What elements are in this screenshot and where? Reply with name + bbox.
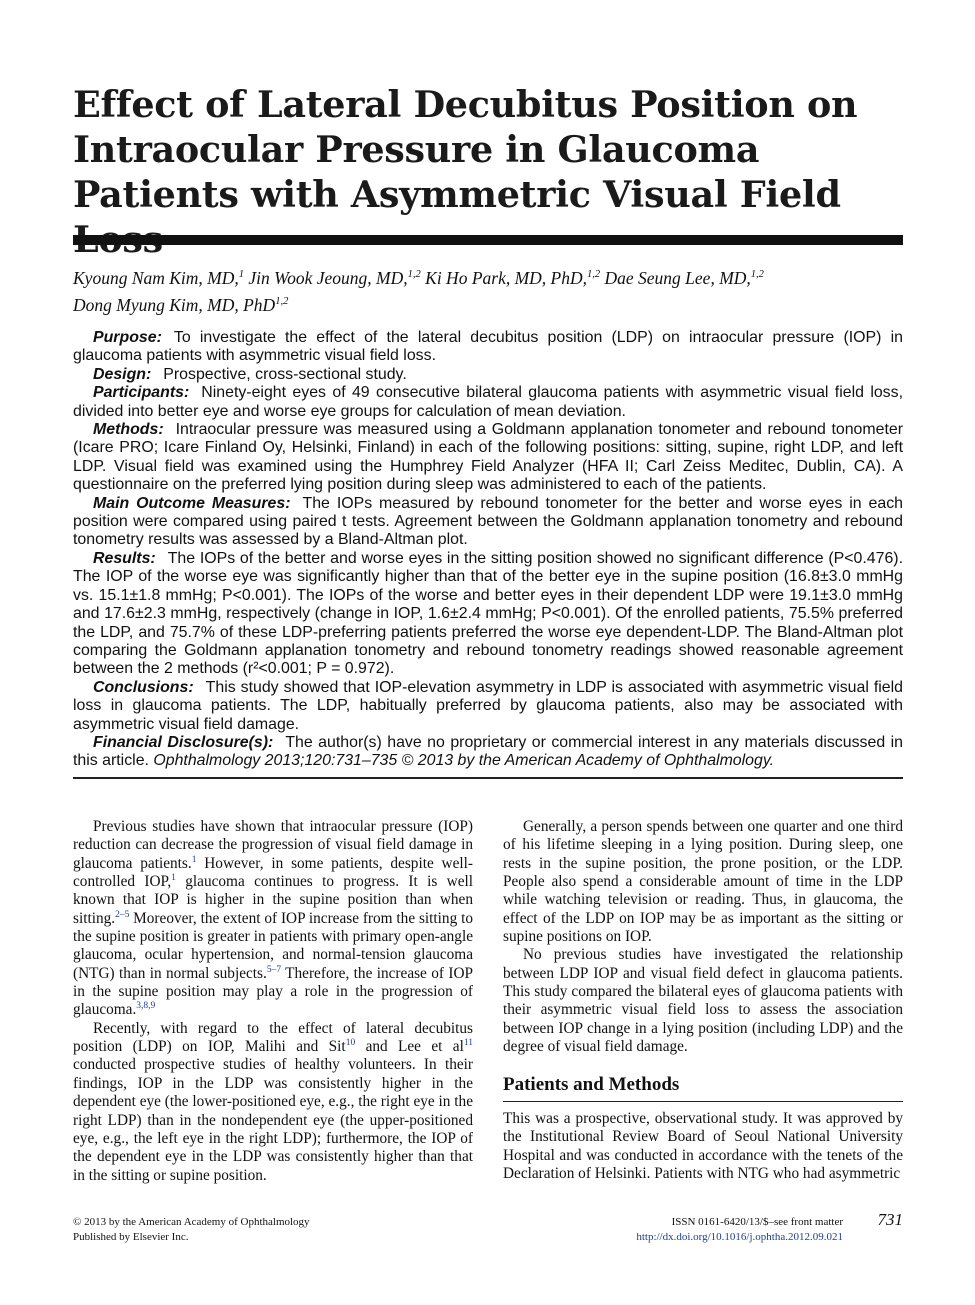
abstract-rule (73, 777, 903, 779)
citation-ref[interactable]: 10 (345, 1038, 356, 1049)
intro-paragraph-3: Generally, a person spends between one quarter and one third of his lifetime sleeping in a lying position. During sleep, one rests in the supine position, the prone position, or the LDP. People also spend a considerable amount of time in the LDP while watching television or reading. Thus, in glaucoma, the effect of the LDP on IOP may be as important as the sitting or supine positions on IOP. (503, 818, 903, 946)
author: Dong Myung Kim, MD, PhD$^{1,2}$ (73, 294, 289, 315)
methods-paragraph-1: This was a prospective, observational study. It was approved by the Institutional Review Board of Seoul National University Hospital and was conducted in accordance with the tenets of the Declaration of Helsinki. Patients with NTG who had asymmetric (503, 1109, 903, 1182)
author: Kyoung Nam Kim, MD,$^1$ (73, 267, 245, 288)
abstract-financial: Financial Disclosure(s): The author(s) have no proprietary or commercial interest in any materials discussed in this article. Ophthalmology 2013;120:731–735 © 2013 by the American Academy of Ophthalmology. (73, 733, 903, 770)
abstract-participants: Participants: Ninety-eight eyes of 49 consecutive bilateral glaucoma patients with asymmetric visual field loss, divided into better eye and worse eye groups for calculation of mean deviation. (73, 384, 903, 420)
journal-citation: Ophthalmology 2013;120:731–735 © 2013 by the American Academy of Ophthalmology. (153, 752, 775, 770)
author: Ki Ho Park, MD, PhD,$^{1,2}$ (425, 267, 601, 288)
issn: ISSN 0161-6420/13/$–see front matter (671, 1216, 843, 1228)
abstract-design: Design: Prospective, cross-sectional study. (93, 365, 407, 383)
citation-ref[interactable]: 11 (463, 1038, 473, 1049)
doi-link[interactable]: http://dx.doi.org/10.1016/j.ophtha.2012.09.021 (636, 1231, 843, 1243)
citation-ref[interactable]: 1 (191, 854, 197, 865)
abstract-main-outcome: Main Outcome Measures: The IOPs measured by rebound tonometer for the better and worse eyes in each position were compared using paired t tests. Agreement between the Goldmann applanation tonometry and rebound tonometry results was assessed by a Bland-Altman plot. (73, 494, 903, 549)
article-title: Effect of Lateral Decubitus Position on Intraocular Pressure in Glaucoma Patients with Asymmetric Visual Field (73, 83, 858, 216)
body-column-left (73, 818, 473, 1185)
citation-ref[interactable]: 5–7 (266, 964, 282, 975)
copyright-notice: © 2013 by the American Academy of Ophthalmology (73, 1216, 310, 1228)
citation-ref[interactable]: 3,8,9 (136, 1001, 156, 1012)
abstract-results: Results: The IOPs of the better and worse eyes in the sitting position showed no significant difference (P<0.476). The IOP of the worse eye was significantly higher than that of the better eye in the supine position (16.8±3.0 mmHg vs. 15.1±1.8 mmHg; P<0.001). The IOPs of the worse and better eyes in their dependent LDP were 19.1±3.0 mmHg and 17.6±2.3 mmHg, respectively (change in IOP, 1.6±2.4 mmHg; P<0.001). Of the enrolled patients, 75.5% preferred the LDP, and 75.7% of these LDP-preferring patients preferred the worse eye dependent-LDP. The Bland-Altman plot comparing the Goldmann applanation tonometry and rebound tonometry readings showed reasonable agreement between the 2 methods (r²<0.001; P = 0.972). (73, 549, 903, 678)
intro-paragraph-4: No previous studies have investigated the relationship between LDP IOP and visual field defect in glaucoma patients. This study compared the bilateral eyes of glaucoma patients with their asymmetric visual field loss to assess the association between IOP change in a lying position (including LDP) and the degree of visual field damage. (503, 946, 903, 1056)
abstract-methods: Methods: Intraocular pressure was measured using a Goldmann applanation tonometer and rebound tonometer (Icare PRO; Icare Finland Oy, Helsinki, Finland) in each of the following positions: sitting, supine, right LDP, and left LDP. Visual field was examined using the Humphrey Field Analyzer (HFA II; Carl Zeiss Meditec, Dublin, CA). A questionnaire on the preferred lying position during sleep was administered to each of the patients. (73, 421, 903, 494)
citation-ref[interactable]: 1 (171, 872, 176, 883)
author: Jin Wook Jeoung, MD,$^{1,2}$ (248, 267, 421, 288)
footer-right (513, 1215, 843, 1245)
abstract-purpose: Purpose: To investigate the effect of the lateral decubitus position (LDP) on intraocular pressure (IOP) in glaucoma patients with asymmetric visual field loss. (73, 329, 903, 365)
author-list (73, 263, 903, 317)
author: Dae Seung Lee, MD,$^{1,2}$ (604, 267, 764, 288)
body-column-right (503, 818, 903, 1183)
footer-left (73, 1215, 403, 1245)
citation-ref[interactable]: 2–5 (115, 909, 130, 920)
title-rule (73, 235, 903, 245)
abstract (73, 329, 903, 771)
abstract-conclusions: Conclusions: This study showed that IOP-elevation asymmetry in LDP is associated with asymmetric visual field loss in glaucoma patients. The LDP, habitually preferred by glaucoma patients, also may be associated with asymmetric visual field damage. (73, 678, 903, 733)
intro-paragraph-2: Recently, with regard to the effect of lateral decubitus position (LDP) on IOP, Malihi and Sit$^{10}$ and Lee et $al^{11}$ conducted prospective studies of healthy volunteers. In their findings, IOP in the LDP was consistently higher in the dependent eye (the lower-positioned eye, e.g., the right eye in the right LDP) than in the nondependent eye (the upper-positioned eye, e.g., the left eye in the right LDP); furthermore, the IOP of the dependent eye in the LDP was consistently higher than that in the sitting or supine position. (73, 1019, 473, 1184)
publisher-notice: Published by Elsevier Inc. (73, 1231, 189, 1243)
section-heading: Patients and Methods (503, 1076, 903, 1101)
page-number: 731 (877, 1210, 903, 1229)
intro-paragraph-1: Previous studies have shown that intraocular pressure (IOP) reduction can decrease the progression of visual field damage in glaucoma patients.$^1$ However, in some patients, despite well-controlled IOP,$^1$ glaucoma continues to progress. It is well known that IOP is higher in the supine position than when sitting.$^{2-5}$ Moreover, the extent of IOP increase from the sitting to the supine position is greater in patients with primary open-angle glaucoma, ocular hypertension, and normal-tension glaucoma (NTG) than in normal subjects.$^{5-7}$ Therefore, the increase of IOP in the supine position may play a role in the progression of glaucoma.$^{3,8,9}$ (73, 818, 474, 1019)
